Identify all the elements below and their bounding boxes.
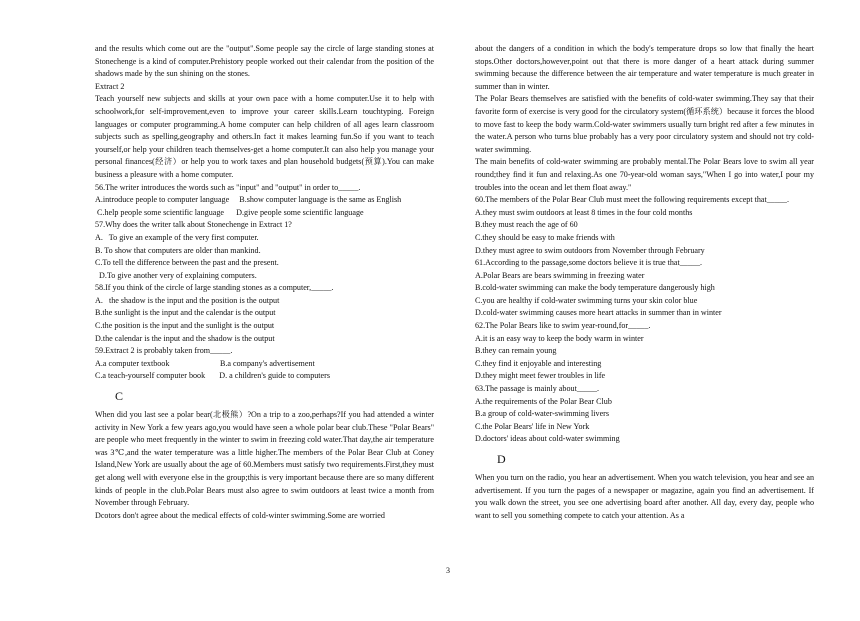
question-62-option-c: C.they find it enjoyable and interesting	[475, 358, 602, 368]
question-61-option-c: C.you are healthy if cold-water swimming turns your skin color blue	[475, 295, 698, 305]
page-number: 3	[446, 566, 450, 575]
paragraph-extract1-end: and the results which come out are the "output".Some people say the circle of large standing stones at Stonechenge is a kind of computer.Prehistory people worked out their calendar from the position of the shadows made by the sun shining on the stones.	[95, 44, 434, 79]
left-column	[95, 43, 434, 522]
question-59-options-ab: A.a computer textbook B.a company's advertisement	[95, 358, 315, 368]
question-58-option-a: A. the shadow is the input and the position is the output	[95, 295, 280, 305]
question-63: 63.The passage is mainly about_____.	[475, 384, 600, 394]
paragraph-advertisements: When you turn on the radio, you hear an advertisement. When you watch television, you hear and see an advertisement. If you turn the pages of a newspaper or magazine, again you find an advertisement. If you walk down the street, you see one advertising board after another. All day, every day, people who want to sell you something compete to catch your attention. As a	[475, 473, 814, 520]
question-60-option-d: D.they must agree to swim outdoors from November through February	[475, 245, 705, 255]
section-c-heading: C	[115, 389, 124, 404]
question-61-option-d: D.cold-water swimming causes more heart attacks in summer than in winter	[475, 308, 722, 318]
question-57-option-c: C.To tell the difference between the past and the present.	[95, 258, 279, 268]
question-63-option-b: B.a group of cold-water-swimming livers	[475, 409, 610, 419]
question-57-option-a: A. To give an example of the very first computer.	[95, 232, 259, 242]
question-62: 62.The Polar Bears like to swim year-round,for_____.	[475, 321, 651, 331]
question-60-option-a: A.they must swim outdoors at least 8 times in the four cold months	[475, 207, 693, 217]
question-61-option-a: A.Polar Bears are bears swimming in freezing water	[475, 270, 645, 280]
paragraph-polar-bears-satisfied: The Polar Bears themselves are satisfied with the benefits of cold-water swimming.They say that their favorite form of exercise is very good for the circulatory system(循环系统）because it forces the blood to move fast to keep the body warm.Cold-water swimmers usually turn bright red after a few minutes in the water.A person who turns blue probably has a very poor circulatory system and should not try cold-water swimming.	[475, 94, 814, 154]
question-60-option-b: B.they must reach the age of 60	[475, 220, 578, 230]
question-57-option-d: D.To give another very of explaining computers.	[95, 270, 257, 280]
question-56-options-ab: A.introduce people to computer language B.show computer language is the same as English	[95, 195, 402, 205]
question-63-option-d: D.doctors' ideas about cold-water swimming	[475, 434, 620, 444]
paragraph-extract2: Teach yourself new subjects and skills at your own pace with a home computer.Use it to help with schoolwork,for self-improvement,even to improve your career skills.Learn touchtyping. Foreign languages or computer programming.A home computer can help children of all ages learn classroom subjects such as spelling,geography and others.In fact it makes learning fun.So if you want to teach yourself,or help your children teach themselves-get a home computer.It can also help you manage your personal finances(经济）or help you to work taxes and plan household budgets(预算).You can make business a pleasure with a home computer.	[95, 94, 434, 179]
question-61-option-b: B.cold-water swimming can make the body temperature dangerously high	[475, 283, 715, 293]
question-58-option-d: D.the calendar is the input and the shadow is the output	[95, 333, 275, 343]
question-56: 56.The writer introduces the words such as "input" and "output" in order to_____.	[95, 182, 361, 192]
question-57-option-b: B. To show that computers are older than mankind.	[95, 245, 261, 255]
paragraph-doctors-start: Dcotors don't agree about the medical effects of cold-winter swimming.Some are worried	[95, 510, 385, 520]
question-62-option-d: D.they might meet fewer troubles in life	[475, 371, 606, 381]
question-60: 60.The members of the Polar Bear Club must meet the following requirements except that_____.	[475, 195, 790, 205]
question-62-option-a: A.it is an easy way to keep the body warm in winter	[475, 333, 644, 343]
extract2-heading: Extract 2	[95, 81, 125, 91]
question-63-option-c: C.the Polar Bears' life in New York	[475, 421, 590, 431]
paragraph-doctors-cont: about the dangers of a condition in which the body's temperature drops so low that finally the heart stops.Other doctors,however,point out that there is more danger of a heart attack during summer swimming because the difference between the air temperature and water temperature is much greater in summer than in winter.	[475, 44, 814, 91]
question-58: 58.If you think of the circle of large standing stones as a computer,_____.	[95, 283, 334, 293]
question-59-options-cd: C.a teach-yourself computer book D. a children's guide to computers	[95, 371, 330, 381]
question-58-option-b: B.the sunlight is the input and the calendar is the output	[95, 308, 276, 318]
question-60-option-c: C.they should be easy to make friends with	[475, 232, 615, 242]
question-59: 59.Extract 2 is probably taken from_____.	[95, 346, 233, 356]
right-column	[475, 43, 814, 522]
question-62-option-b: B.they can remain young	[475, 346, 557, 356]
question-61: 61.According to the passage,some doctors believe it is true that_____.	[475, 258, 703, 268]
question-57: 57.Why does the writer talk about Stonechenge in Extract 1?	[95, 220, 292, 230]
question-56-options-cd: C.help people some scientific language D.give people some scientific language	[95, 207, 364, 217]
paragraph-polar-bear-club: When did you last see a polar bear(北极熊）?On a trip to a zoo,perhaps?If you had attended a winter activity in New York a few years ago,you would have seen a whole polar bear club.These "Polar Bears" are people who meet frequently in the winter to swim in freezing cold water.That day,the air temperature was 3℃,and the water temperature was a little higher.The members of the Polar Bear Club at Coney Island,New York are usually about the age of 60.Members must satisfy two requirements.First,they must get along well with everyone else in the group;this is very important because there are so many different kinds of people in the club.Polar Bears must also agree to swim outdoors at least twice a month from November through February.	[95, 410, 434, 508]
paragraph-main-benefits: The main benefits of cold-water swimming are probably mental.The Polar Bears love to swim all year round;they find it fun and relaxing.As one 70-year-old woman says,"When I go into water,I pour my troubles into the ocean and let them float away."	[475, 157, 814, 192]
question-58-option-c: C.the position is the input and the sunlight is the output	[95, 321, 275, 331]
question-63-option-a: A.the requirements of the Polar Bear Club	[475, 396, 612, 406]
section-d-heading: D	[497, 452, 506, 466]
